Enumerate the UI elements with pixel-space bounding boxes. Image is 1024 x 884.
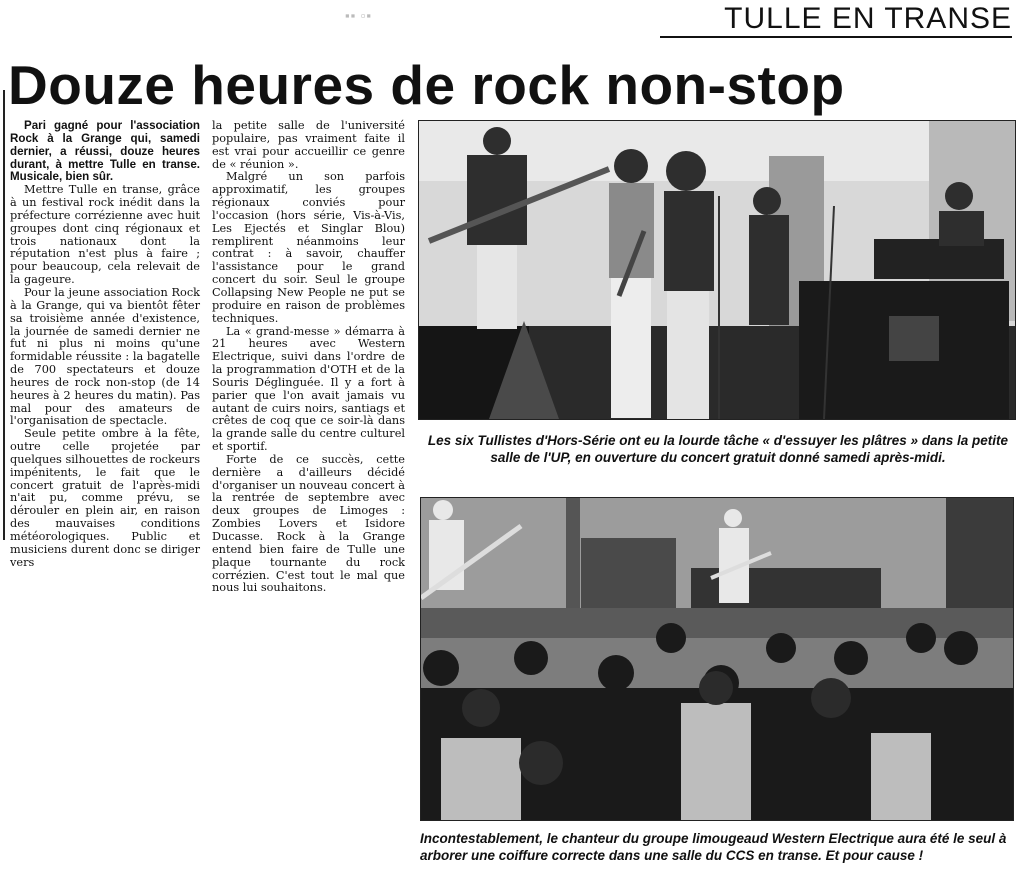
band-on-stage-photo (418, 120, 1016, 420)
article-paragraph: Pour la jeune association Rock à la Grange, qui va bientôt fêter sa troisième année d'existence, la journée de samedi dernier ne fut ni plus ni moins qu'une formidable réussite : la bagatelle de 700 spectateurs et douze heures de rock non-stop (de 14 heures à 2 heures du matin). Pas mal pour des amateurs de l'organisation de spectacle. (10, 285, 200, 428)
section-kicker: TULLE EN TRANSE (660, 2, 1012, 38)
crowd-concert-photo-art (421, 498, 1013, 820)
article-paragraph: La « grand-messe » démarra à 21 heures avec Western Electrique, suivi dans l'ordre de la programmation d'OTH et de la Souris Déglinguée. Il y a fort à parier que l'on avait jamais vu autant de cuirs noirs, santiags et crêtes de coq que ce soir-là dans la grande salle du centre culturel et sportif. (212, 324, 405, 454)
article-column-1 (10, 120, 200, 570)
crowd-concert-photo (420, 497, 1014, 821)
article-column-2 (212, 120, 405, 595)
article-paragraph: Mettre Tulle en transe, grâce à un festival rock inédit dans la préfecture corrézienne avec huit groupes dont cinq régionaux et trois nationaux dont la réputation n'est plus à faire ; pour beaucoup, cela relevait de la gageure. (10, 183, 200, 287)
print-smudge: ▪▪ ▫▪ (345, 8, 373, 23)
article-paragraph: la petite salle de l'université populaire, pas vraiment faite il est vrai pour accueillir ce genre de « réunion ». (212, 119, 405, 171)
left-margin-rule (3, 90, 5, 540)
photo-caption: Les six Tullistes d'Hors-Série ont eu la lourde tâche « d'essuyer les plâtres » dans la petite salle de l'UP, en ouverture du concert gratuit donné samedi après-midi. (427, 433, 1009, 465)
article-paragraph: Malgré un son parfois approximatif, les groupes régionaux conviés pour l'occasion (hors série, Vis-à-Vis, Les Ejectés et Singlar Blou) remplirent néanmoins leur contrat : à savoir, chauffer l'assistance pour le grand concert du soir. Seul le groupe Collapsing New People ne put se produire en raison de problèmes techniques. (212, 170, 405, 325)
headline: Douze heures de rock non-stop (8, 54, 845, 116)
article-paragraph: Forte de ce succès, cette dernière a d'ailleurs décidé d'organiser un nouveau concert à la rentrée de septembre avec deux groupes de Limoges : Zombies Lovers et Isidore Ducasse. Rock à la Grange entend bien faire de Tulle une plaque tournante du rock corrézien. C'est tout le mal que nous lui souhaitons. (212, 452, 405, 595)
article-paragraph: Seule petite ombre à la fête, outre celle projetée par quelques silhouettes de rockeurs impénitents, le fait que le concert gratuit de l'après-midi n'ait pu, comme prévu, se dérouler en plein air, en raison des mauvaises conditions météorologiques. Public et musiciens durent donc se diriger vers (10, 427, 200, 569)
photo-caption: Incontestablement, le chanteur du groupe limougeaud Western Electrique aura été le seul à arborer une coiffure correcte dans une salle du CCS en transe. Et pour cause ! (420, 831, 1007, 863)
band-on-stage-photo-art (419, 121, 1015, 419)
article-lead: Pari gagné pour l'association Rock à la Grange qui, samedi dernier, a réussi, douze heures durant, à mettre Tulle en transe. Musicale, bien sûr. (10, 119, 200, 184)
